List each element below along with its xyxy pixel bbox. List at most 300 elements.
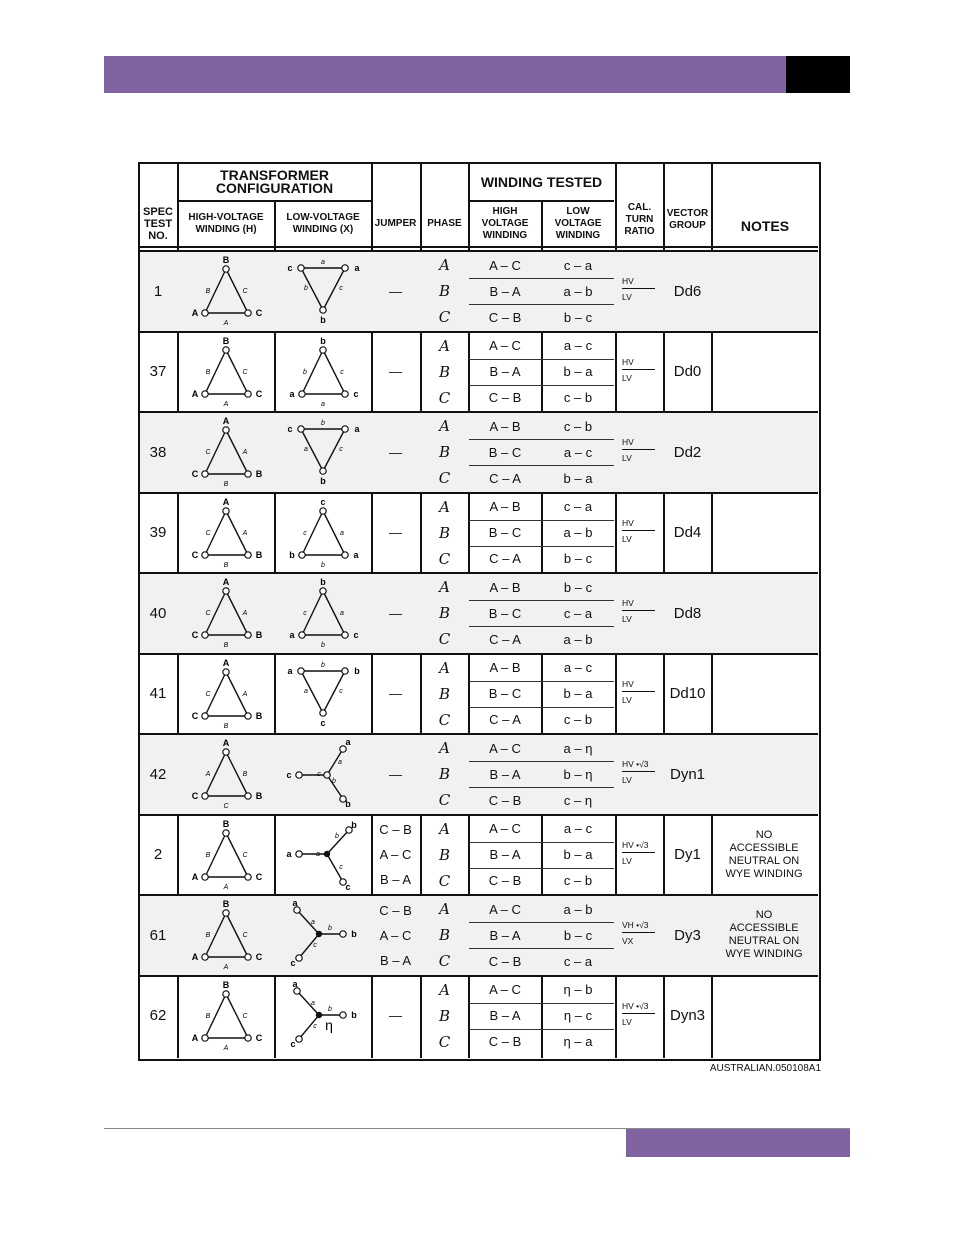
turn-ratio-cell: [616, 252, 663, 331]
header-winding-tested: WINDING TESTED: [480, 173, 603, 190]
lv-winding-tested: b – a: [563, 686, 593, 702]
terminal-node: [342, 668, 348, 674]
phase-label: B: [438, 926, 451, 945]
winding-terminal-label: b: [304, 285, 308, 293]
terminal-node: [223, 991, 229, 997]
terminal-node: [223, 588, 229, 594]
jumper-value: —: [389, 525, 402, 541]
neutral-point: [324, 851, 330, 857]
phase-label: C: [438, 549, 451, 568]
vector-group: Dd4: [673, 524, 702, 542]
winding-terminal-label: b: [335, 832, 339, 840]
lv-winding-tested: c – b: [563, 390, 593, 406]
winding-terminal-label: c: [287, 424, 293, 435]
hv-winding-diagram: [178, 816, 274, 895]
winding-subrule: [469, 761, 614, 762]
winding-terminal-label: a: [304, 687, 308, 695]
jumper-cell: [372, 413, 419, 492]
winding-terminal-label: c: [286, 770, 292, 781]
ratio-fraction-bar: [622, 288, 655, 289]
winding-terminal-label: C: [255, 952, 263, 963]
lv-winding-diagram: [275, 655, 371, 734]
ratio-numerator: HV: [622, 276, 634, 287]
spec-test-number: 41: [149, 685, 167, 703]
spec-test-number: 40: [149, 604, 167, 622]
jumper-cell: [372, 735, 419, 814]
winding-terminal-label: B: [255, 469, 263, 480]
winding-subrule: [469, 278, 614, 279]
winding-terminal-label: A: [242, 449, 248, 457]
ratio-numerator: HV •√3: [622, 1000, 649, 1011]
winding-terminal-label: A: [222, 738, 230, 749]
lv-winding-tested: c – a: [563, 605, 593, 621]
winding-terminal-label: C: [242, 288, 248, 296]
winding-terminal-label: A: [223, 964, 229, 972]
lv-winding-tested: a – η: [563, 740, 593, 756]
ratio-fraction-bar: [622, 610, 655, 611]
winding-subrule: [469, 1003, 614, 1004]
terminal-node: [296, 851, 302, 857]
winding-terminal-label: A: [242, 690, 248, 698]
header-rule: [140, 246, 818, 248]
winding-subrule: [469, 520, 614, 521]
winding-terminal-label: A: [191, 308, 199, 319]
lv-winding-tested: η – c: [563, 1008, 593, 1024]
hv-winding-tested: B – A: [489, 1008, 521, 1024]
ratio-fraction-bar: [622, 449, 655, 450]
spec-test-number: 39: [149, 524, 167, 542]
terminal-node: [202, 793, 208, 799]
winding-terminal-label: b: [321, 561, 325, 569]
jumper-cell: [372, 655, 419, 734]
hv-winding-tested: C – A: [489, 470, 521, 486]
ratio-denominator: LV: [622, 614, 632, 625]
winding-terminal-label: C: [191, 630, 199, 641]
winding-terminal-label: A: [223, 320, 229, 328]
winding-terminal-label: C: [205, 449, 211, 457]
spec-test-number: 38: [149, 443, 167, 461]
phase-label: C: [438, 469, 451, 488]
hv-winding-tested: B – C: [488, 444, 522, 460]
ratio-numerator: HV: [622, 517, 634, 528]
winding-terminal-label: b: [321, 661, 325, 669]
phase-label: A: [439, 336, 450, 355]
hv-winding-tested: B – C: [488, 605, 522, 621]
winding-terminal-label: B: [222, 335, 230, 346]
winding-terminal-label: a: [338, 759, 342, 767]
winding-subrule: [469, 385, 614, 386]
phase-label: B: [438, 1006, 451, 1025]
phase-label: B: [438, 845, 451, 864]
notes-cell: NO ACCESSIBLE NEUTRAL ON WYE WINDING: [725, 909, 803, 961]
header-config: TRANSFORMER CONFIGURATION: [215, 167, 334, 196]
ratio-denominator: LV: [622, 372, 632, 383]
ratio-denominator: LV: [622, 453, 632, 464]
winding-terminal-label: C: [205, 610, 211, 618]
winding-terminal-label: A: [242, 529, 248, 537]
hv-winding-tested: B – A: [489, 927, 521, 943]
winding-terminal-label: b: [354, 665, 360, 676]
winding-subrule: [469, 707, 614, 708]
winding-terminal-label: A: [191, 1032, 199, 1043]
terminal-node: [298, 426, 304, 432]
winding-terminal-label: b: [351, 929, 357, 940]
phase-label: A: [439, 900, 450, 919]
winding-terminal-label: c: [303, 610, 307, 618]
winding-terminal-label: b: [320, 335, 326, 346]
turn-ratio-cell: [616, 494, 663, 573]
terminal-node: [342, 632, 348, 638]
hv-winding-tested: A – C: [489, 821, 521, 837]
phase-label: C: [438, 308, 451, 327]
hv-winding-tested: A – B: [489, 660, 521, 676]
winding-terminal-label: a: [321, 259, 325, 267]
phase-label: B: [438, 684, 451, 703]
jumper-value: —: [389, 364, 402, 380]
ratio-numerator: HV: [622, 356, 634, 367]
terminal-node: [298, 668, 304, 674]
winding-terminal-label: B: [222, 818, 230, 829]
phase-label: C: [438, 952, 451, 971]
phase-label: C: [438, 388, 451, 407]
winding-terminal-label: c: [313, 942, 317, 950]
lv-winding-tested: b – η: [563, 766, 593, 782]
winding-terminal-label: C: [255, 388, 263, 399]
winding-subrule: [469, 948, 614, 949]
terminal-node: [342, 426, 348, 432]
terminal-node: [223, 830, 229, 836]
hv-winding-tested: A – C: [489, 982, 521, 998]
winding-terminal-label: A: [223, 883, 229, 891]
spec-test-number: 62: [149, 1007, 167, 1025]
lv-winding-tested: a – c: [563, 338, 593, 354]
lv-winding-tested: a – b: [563, 901, 593, 917]
phase-label: C: [438, 791, 451, 810]
phase-label: A: [439, 980, 450, 999]
winding-terminal-label: b: [321, 642, 325, 650]
lv-winding-tested: a – b: [563, 631, 593, 647]
terminal-node: [245, 793, 251, 799]
jumper-cell: [372, 574, 419, 653]
lv-winding-tested: b – c: [563, 579, 593, 595]
hv-winding-diagram: [178, 413, 274, 492]
winding-terminal-label: A: [222, 657, 230, 668]
terminal-node: [202, 874, 208, 880]
phase-label: B: [438, 523, 451, 542]
terminal-node: [320, 588, 326, 594]
winding-terminal-label: C: [191, 791, 199, 802]
notes-cell: [712, 977, 816, 1056]
winding-terminal-label: c: [320, 496, 326, 507]
winding-terminal-label: C: [255, 871, 263, 882]
figure-code: AUSTRALIAN.050108A1: [709, 1063, 821, 1074]
ratio-numerator: HV: [622, 598, 634, 609]
winding-terminal-label: A: [242, 610, 248, 618]
winding-terminal-label: B: [222, 255, 230, 266]
winding-terminal-label: a: [289, 630, 295, 641]
winding-terminal-label: C: [191, 710, 199, 721]
lv-winding-diagram: [275, 494, 371, 573]
winding-terminal-label: B: [223, 561, 229, 569]
vector-group: Dd0: [673, 363, 702, 381]
hv-winding-diagram: [178, 574, 274, 653]
hv-winding-tested: A – C: [489, 257, 521, 273]
lv-winding-diagram: [275, 896, 371, 975]
terminal-node: [245, 310, 251, 316]
hv-winding-tested: C – B: [488, 873, 522, 889]
terminal-node: [342, 552, 348, 558]
header-phase: PHASE: [427, 218, 462, 229]
vector-group: Dd10: [669, 685, 706, 703]
notes-cell: [712, 735, 816, 814]
hv-winding-tested: C – B: [488, 390, 522, 406]
winding-terminal-label: a: [354, 424, 360, 435]
winding-subrule: [469, 359, 614, 360]
winding-terminal-label: c: [353, 630, 359, 641]
winding-terminal-label: c: [339, 446, 343, 454]
winding-terminal-label: b: [351, 1009, 357, 1020]
lv-winding-tested: b – a: [563, 847, 593, 863]
jumper-value: C – B: [379, 822, 412, 838]
winding-terminal-label: a: [340, 529, 344, 537]
terminal-node: [223, 508, 229, 514]
terminal-node: [245, 471, 251, 477]
neutral-point: [316, 1012, 322, 1018]
lv-winding-tested: b – c: [563, 309, 593, 325]
winding-terminal-label: C: [223, 803, 229, 811]
winding-terminal-label: C: [205, 690, 211, 698]
winding-subrule: [469, 922, 614, 923]
lv-winding-tested: η – b: [563, 982, 593, 998]
winding-terminal-label: b: [332, 778, 336, 786]
winding-terminal-label: C: [255, 308, 263, 319]
winding-terminal-label: c: [320, 717, 326, 728]
winding-subrule: [469, 1029, 614, 1030]
jumper-value: —: [389, 283, 402, 299]
winding-terminal-label: b: [303, 368, 307, 376]
ratio-denominator: LV: [622, 292, 632, 303]
notes-cell: [712, 413, 816, 492]
lv-winding-tested: a – c: [563, 660, 593, 676]
lv-winding-diagram: [275, 574, 371, 653]
header-vector-group: VECTOR GROUP: [666, 208, 709, 231]
lv-winding-tested: c – b: [563, 712, 593, 728]
winding-terminal-label: a: [304, 446, 308, 454]
phase-label: B: [438, 362, 451, 381]
jumper-value: C – B: [379, 902, 412, 918]
vector-group: Dd8: [673, 604, 702, 622]
jumper-value: —: [389, 766, 402, 782]
lv-winding-tested: b – a: [563, 364, 593, 380]
spec-test-number: 1: [153, 282, 163, 300]
lv-winding-diagram: [275, 413, 371, 492]
winding-terminal-label: b: [328, 1005, 332, 1013]
hv-winding-diagram: [178, 977, 274, 1056]
winding-terminal-label: a: [311, 919, 315, 927]
phase-label: A: [439, 819, 450, 838]
spec-test-number: 37: [149, 363, 167, 381]
winding-terminal-label: b: [320, 476, 326, 487]
winding-terminal-label: A: [222, 577, 230, 588]
turn-ratio-cell: [616, 333, 663, 412]
jumper-value: —: [389, 1008, 402, 1024]
header-jumper: JUMPER: [374, 218, 417, 229]
terminal-node: [202, 471, 208, 477]
winding-terminal-label: b: [320, 315, 326, 326]
lv-winding-tested: a – b: [563, 525, 593, 541]
hv-winding-tested: C – B: [488, 309, 522, 325]
jumper-value: A – C: [379, 847, 412, 863]
terminal-node: [320, 710, 326, 716]
hv-winding-tested: B – C: [488, 525, 522, 541]
phase-label: C: [438, 871, 451, 890]
winding-subrule: [469, 626, 614, 627]
lv-winding-tested: η – a: [563, 1034, 593, 1050]
hv-winding-tested: A – C: [489, 740, 521, 756]
winding-terminal-label: B: [242, 771, 248, 779]
hv-winding-diagram: [178, 735, 274, 814]
winding-terminal-label: a: [321, 400, 325, 408]
ratio-numerator: HV •√3: [622, 759, 649, 770]
hv-winding-tested: A – C: [489, 901, 521, 917]
winding-terminal-label: B: [222, 979, 230, 990]
terminal-node: [202, 310, 208, 316]
header-hv-winding: HIGH-VOLTAGE WINDING (H): [188, 212, 264, 235]
winding-terminal-label: c: [345, 881, 351, 892]
ratio-denominator: LV: [622, 855, 632, 866]
winding-terminal-label: b: [328, 925, 332, 933]
ratio-fraction-bar: [622, 369, 655, 370]
header-notes: NOTES: [740, 217, 790, 234]
terminal-node: [202, 713, 208, 719]
terminal-node: [296, 772, 302, 778]
hv-winding-tested: A – B: [489, 579, 521, 595]
lv-winding-diagram: [275, 735, 371, 814]
terminal-node: [320, 508, 326, 514]
winding-terminal-label: A: [191, 388, 199, 399]
winding-terminal-label: b: [289, 549, 295, 560]
hv-winding-tested: B – A: [489, 283, 521, 299]
jumper-cell: [372, 896, 419, 975]
winding-terminal-label: C: [255, 1032, 263, 1043]
winding-terminal-label: B: [205, 368, 211, 376]
hv-winding-diagram: [178, 333, 274, 412]
vector-group: Dd6: [673, 282, 702, 300]
ratio-fraction-bar: [622, 771, 655, 772]
turn-ratio-cell: [616, 896, 663, 975]
notes-cell: [712, 333, 816, 412]
terminal-node: [202, 391, 208, 397]
winding-subrule: [469, 439, 614, 440]
lv-winding-tested: c – η: [563, 792, 593, 808]
turn-ratio-cell: [616, 977, 663, 1056]
phase-label: A: [439, 497, 450, 516]
winding-terminal-label: c: [339, 285, 343, 293]
winding-terminal-label: c: [290, 1038, 296, 1049]
ratio-denominator: VX: [622, 936, 634, 947]
vector-group: Dy3: [674, 926, 701, 944]
winding-subrule: [469, 842, 614, 843]
ratio-fraction-bar: [622, 691, 655, 692]
winding-subrule: [469, 600, 614, 601]
winding-terminal-label: c: [287, 263, 293, 274]
winding-line: [297, 991, 319, 1015]
phase-label: A: [439, 578, 450, 597]
ratio-fraction-bar: [622, 932, 655, 933]
terminal-node: [223, 347, 229, 353]
winding-terminal-label: A: [222, 496, 230, 507]
ratio-fraction-bar: [622, 530, 655, 531]
winding-terminal-label: A: [223, 400, 229, 408]
header-hv-tested: HIGH VOLTAGE WINDING: [481, 206, 529, 241]
notes-cell: [712, 655, 816, 734]
winding-terminal-label: A: [191, 871, 199, 882]
terminal-node: [245, 391, 251, 397]
phase-label: C: [438, 630, 451, 649]
jumper-value: —: [389, 444, 402, 460]
ratio-denominator: LV: [622, 533, 632, 544]
winding-terminal-label: a: [353, 549, 359, 560]
winding-terminal-label: B: [223, 481, 229, 489]
lv-winding-diagram: [275, 252, 371, 331]
jumper-value: A – C: [379, 927, 412, 943]
winding-subrule: [469, 546, 614, 547]
ratio-denominator: LV: [622, 775, 632, 786]
hv-winding-tested: C – B: [488, 1034, 522, 1050]
transformer-table: [138, 162, 821, 1061]
terminal-node: [324, 772, 330, 778]
lv-winding-diagram: [275, 333, 371, 412]
ratio-fraction-bar: [622, 852, 655, 853]
winding-terminal-label: a: [287, 665, 293, 676]
neutral-point: [316, 931, 322, 937]
winding-terminal-label: a: [289, 388, 295, 399]
lv-winding-diagram: [275, 977, 371, 1056]
terminal-node: [340, 931, 346, 937]
lv-winding-tested: c – a: [563, 499, 593, 515]
notes-cell: NO ACCESSIBLE NEUTRAL ON WYE WINDING: [725, 828, 803, 880]
terminal-node: [223, 749, 229, 755]
phase-label: B: [438, 443, 451, 462]
hv-winding-tested: C – A: [489, 712, 521, 728]
winding-terminal-label: C: [205, 529, 211, 537]
vector-group: Dd2: [673, 443, 702, 461]
terminal-node: [202, 632, 208, 638]
winding-subrule: [469, 868, 614, 869]
hv-winding-tested: A – B: [489, 499, 521, 515]
header-bar: [104, 56, 786, 93]
header-turn-ratio: CAL. TURN RATIO: [624, 202, 655, 237]
winding-terminal-label: B: [205, 851, 211, 859]
ratio-denominator: LV: [622, 1016, 632, 1027]
turn-ratio-cell: [616, 574, 663, 653]
jumper-cell: [372, 333, 419, 412]
terminal-node: [245, 874, 251, 880]
winding-terminal-label: C: [242, 932, 248, 940]
winding-terminal-label: a: [340, 610, 344, 618]
winding-terminal-label: C: [242, 368, 248, 376]
terminal-node: [223, 427, 229, 433]
winding-subrule: [469, 681, 614, 682]
winding-terminal-label: c: [353, 388, 359, 399]
winding-terminal-label: c: [290, 958, 296, 969]
terminal-node: [223, 910, 229, 916]
hv-winding-tested: C – B: [488, 792, 522, 808]
hv-winding-tested: B – A: [489, 766, 521, 782]
terminal-node: [340, 1012, 346, 1018]
phase-label: C: [438, 1032, 451, 1051]
vector-group: Dyn3: [669, 1007, 706, 1025]
